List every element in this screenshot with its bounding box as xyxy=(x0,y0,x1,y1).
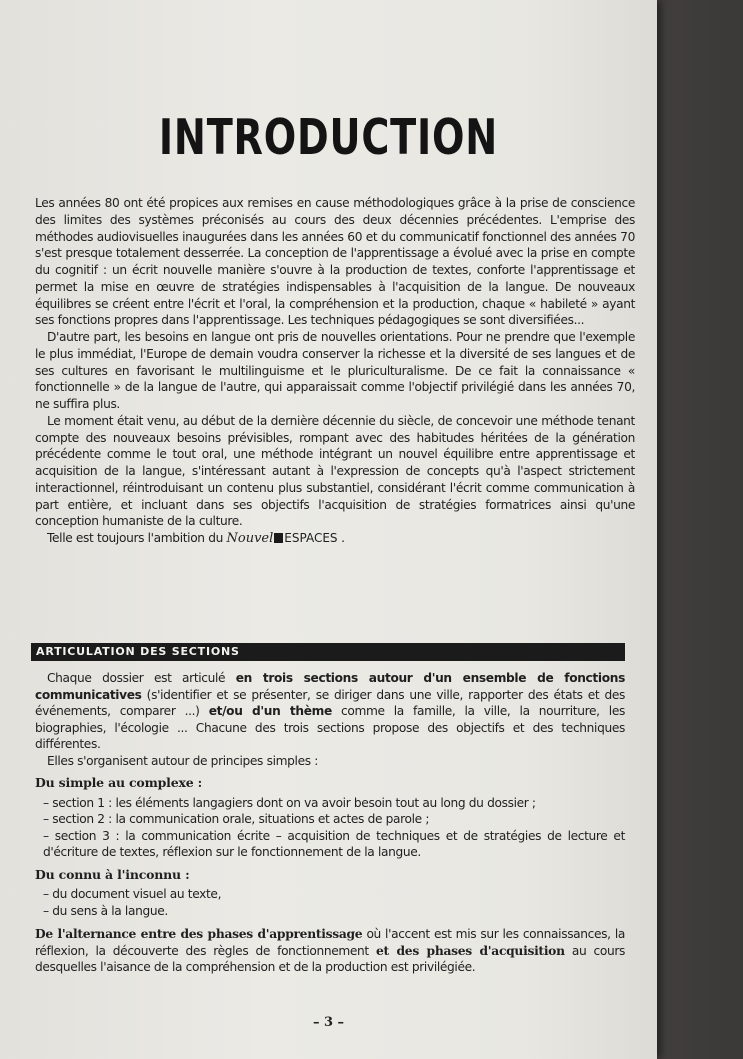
text-run: (s'identifier et se présenter, se diriger dans une ville, rapporter des états et des événements, comparer ...) xyxy=(35,687,625,718)
bold-run: et des phases d'acquisition xyxy=(376,942,565,958)
list-item: – du document visuel au texte, xyxy=(43,887,222,901)
page-title: INTRODUCTION xyxy=(158,108,499,166)
brand-logo-mark xyxy=(274,533,283,543)
articulation-paragraph-2: Elles s'organisent autour de principes simples : xyxy=(47,753,318,768)
text-run: comme la famille, la ville, la nourriture, les biographies, l'écologie ... Chacune des trois sections propose des objectifs et des techniques différentes. xyxy=(35,704,625,751)
introduction-text xyxy=(35,195,635,548)
text-run: au cours desquelles l'aisance de la compréhension et de la production est privilégiée. xyxy=(35,943,625,974)
bold-run: De l'alternance entre des phases d'apprentissage xyxy=(35,926,363,941)
intro-paragraph-4-end: . xyxy=(341,531,345,545)
page-number: – 3 – xyxy=(312,1015,345,1030)
closing-paragraph xyxy=(35,926,625,976)
intro-paragraph-3: Le moment était venu, au début de la dernière décennie du siècle, de concevoir une méthode tenant compte des nouveaux besoins prévisibles, rompant avec des habitudes héritées de la génération précédente comme le tout oral, une méthode intégrant un nouvel équilibre entre apprentissage et acquisition de la langue, s'intéressant autant à l'expression de concepts qu'à l'aspect strictement interactionnel, réintroduisant un contenu plus substantiel, considérant l'écrit comme communication à part entière, et incluant dans ses objectifs l'acquisition de stratégies formatrices ainsi qu'une conception humaniste de la culture. xyxy=(35,413,635,529)
list-item: – section 2 : la communication orale, situations et actes de parole ; xyxy=(43,812,430,826)
brand-name-espaces: ESPACES xyxy=(284,531,338,545)
list-item: – du sens à la langue. xyxy=(43,903,168,918)
text-run: où l'accent est mis sur les connaissances, la réflexion, la découverte des règles de fonctionnement xyxy=(35,927,625,958)
articulation-text xyxy=(35,670,625,976)
list-simple-complexe xyxy=(35,795,625,861)
list-connu-inconnu xyxy=(35,886,625,919)
bold-run: et/ou d'un thème xyxy=(208,704,332,718)
section-header-title: ARTICULATION DES SECTIONS xyxy=(36,645,240,658)
articulation-paragraph-1 xyxy=(35,670,625,753)
brand-name-nouvel: Nouvel xyxy=(226,531,274,546)
intro-paragraph-1: Les années 80 ont été propices aux remises en cause méthodologiques grâce à la prise de conscience des limites des systèmes préconisés au cours des deux décennies précédentes. L'emprise des méthodes audiovisuelles inaugurées dans les années 60 et du communicatif fonctionnel des années 70 s'est presque totalement desserrée. La conception de l'apprentissage a évolué avec la prise en compte du cognitif : un écrit nouvelle manière s'ouvre à la production de textes, conforte l'apprentissage et permet la mise en œuvre de stratégies indispensables à l'acquisition de la langue. De nouveaux équilibres se créent entre l'écrit et l'oral, la compréhension et la production, chaque « habileté » ayant ses fonctions propres dans l'apprentissage. Les techniques pédagogiques se sont diversifiées... xyxy=(35,196,635,328)
list-item: – section 3 : la communication écrite – acquisition de techniques et de stratégies de lecture et d'écriture de textes, réflexion sur le fonctionnement de la langue. xyxy=(43,828,625,859)
heading-connu-inconnu: Du connu à l'inconnu : xyxy=(35,866,190,882)
intro-paragraph-4 xyxy=(35,530,635,548)
intro-paragraph-4-text: Telle est toujours l'ambition du xyxy=(47,531,223,545)
intro-paragraph-2: D'autre part, les besoins en langue ont pris de nouvelles orientations. Pour ne prendre que l'exemple le plus immédiat, l'Europe de demain voudra conserver la richesse et la diversité de ses langues et de ses cultures en favorisant le multilinguisme et le pluriculturalisme. De ce fait la connaissance « fonctionnelle » de la langue de l'autre, qui apparaissait comme l'objectif privilégié dans les années 70, ne suffira plus. xyxy=(35,330,635,411)
section-header-bar xyxy=(31,643,625,661)
bold-run: en trois sections autour d'un ensemble de fonctions communicatives xyxy=(35,671,625,702)
heading-simple-complexe: Du simple au complexe : xyxy=(35,775,203,790)
text-run: Chaque dossier est articulé xyxy=(47,671,236,685)
list-item: – section 1 : les éléments langagiers dont on va avoir besoin tout au long du dossier ; xyxy=(43,795,536,810)
